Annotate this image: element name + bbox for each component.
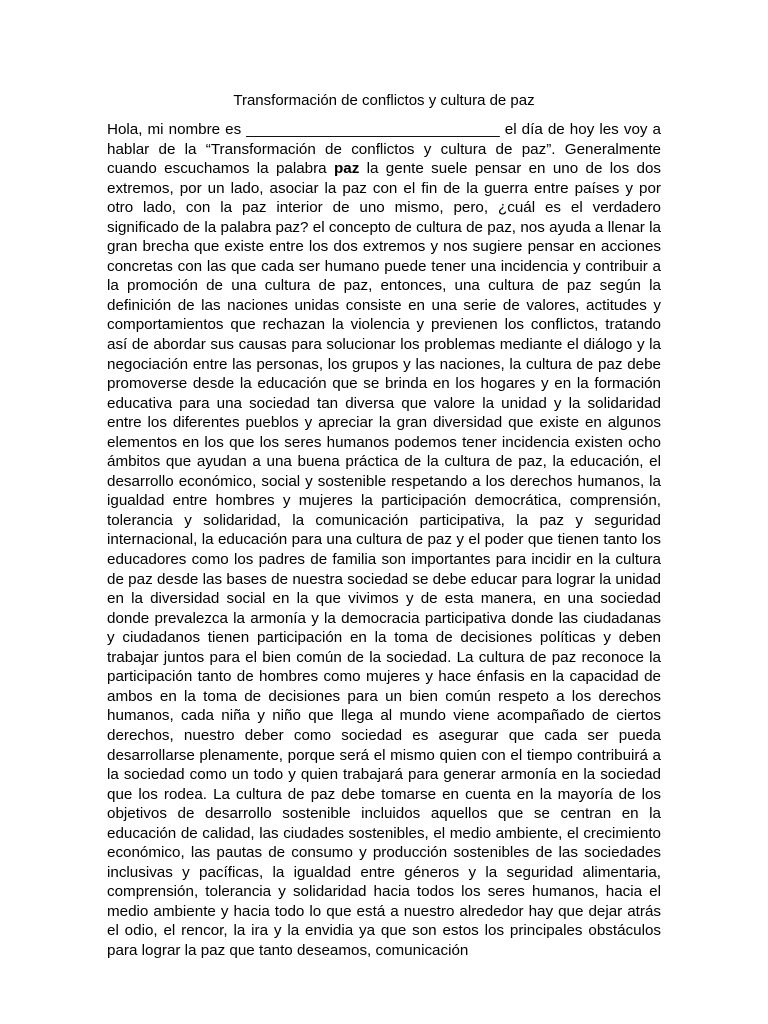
paragraph-text-rest: la gente suele pensar en uno de los dos extremos, por un lado, asociar la paz con el fin de la guerra entre países y por otro lado, con la paz interior de uno mismo, pero, ¿cuál es el verdadero significado de la palabra paz? el concepto de cultura de paz, nos ayuda a llenar la gran brecha que existe entre los dos extremos y nos sugiere pensar en acciones concretas con las que cada ser humano puede tener una incidencia y contribuir a la promoción de una cultura de paz, entonces, una cultura de paz según la definición de las naciones unidas consiste en una serie de valores, actitudes y comportamientos que rechazan la violencia y previenen los conflictos, tratando así de abordar sus causas para solucionar los problemas mediante el diálogo y la negociación entre las personas, los grupos y las naciones, la cultura de paz debe promoverse desde la educación que se brinda en los hogares y en la formación educativa para una sociedad tan diversa que valore la unidad y la solidaridad entre los diferentes pueblos y apreciar la gran diversidad que existe en algunos elementos en los que los seres humanos podemos tener incidencia existen ocho ámbitos que ayudan a una buena práctica de la cultura de paz, la educación, el desarrollo económico, social y sostenible respetando a los derechos humanos, la igualdad entre hombres y mujeres la participación democrática, comprensión, tolerancia y solidaridad, la comunicación participativa, la paz y seguridad internacional, la educación para una cultura de paz y el poder que tienen tanto los educadores como los padres de familia son importantes para incidir en la cultura de paz desde las bases de nuestra sociedad se debe educar para lograr la unidad en la diversidad social en la que vivimos y de esta manera, en una sociedad donde prevalezca la armonía y la democracia participativa donde las ciudadanas y ciudadanos tienen participación en la toma de decisiones políticas y deben trabajar juntos para el bien común de la sociedad. La cultura de paz reconoce la participación tanto de hombres como mujeres y hace énfasis en la capacidad de ambos en la toma de decisiones para un bien común respeto a los derechos humanos, cada niña y niño que llega al mundo viene acompañado de ciertos derechos, nuestro deber como sociedad es asegurar que cada ser pueda desarrollarse plenamente, porque será el mismo quien con el tiempo contribuirá a la sociedad como un todo y quien trabajará para generar armonía en la sociedad que los rodea. La cultura de paz debe tomarse en cuenta en la mayoría de los objetivos de desarrollo sostenible incluidos aquellos que se centran en la educación de calidad, las ciudades sostenibles, el medio ambiente, el crecimiento económico, las pautas de consumo y producción sostenibles de las sociedades inclusivas y pacíficas, la igualdad entre géneros y la seguridad alimentaria, comprensión, tolerancia y solidaridad hacia todos los seres humanos, hacia el medio ambiente y hacia todo lo que está a nuestro alrededor hay que dejar atrás el odio, el rencor, la ira y la envidia ya que son estos los principales obstáculos para lograr la paz que tanto deseamos, comunicación xyxy=(107,160,662,959)
document-title: Transformación de conflictos y cultura de paz xyxy=(233,92,535,109)
bold-word-paz: paz xyxy=(333,160,360,178)
body-paragraph xyxy=(107,120,661,961)
paragraph-text-start: Hola, mi nombre es ______________________________ el día de hoy les voy a hablar de la “Transformación de conflictos y cultura de paz”. Generalmente cuando escuchamos la palabra xyxy=(107,121,661,178)
